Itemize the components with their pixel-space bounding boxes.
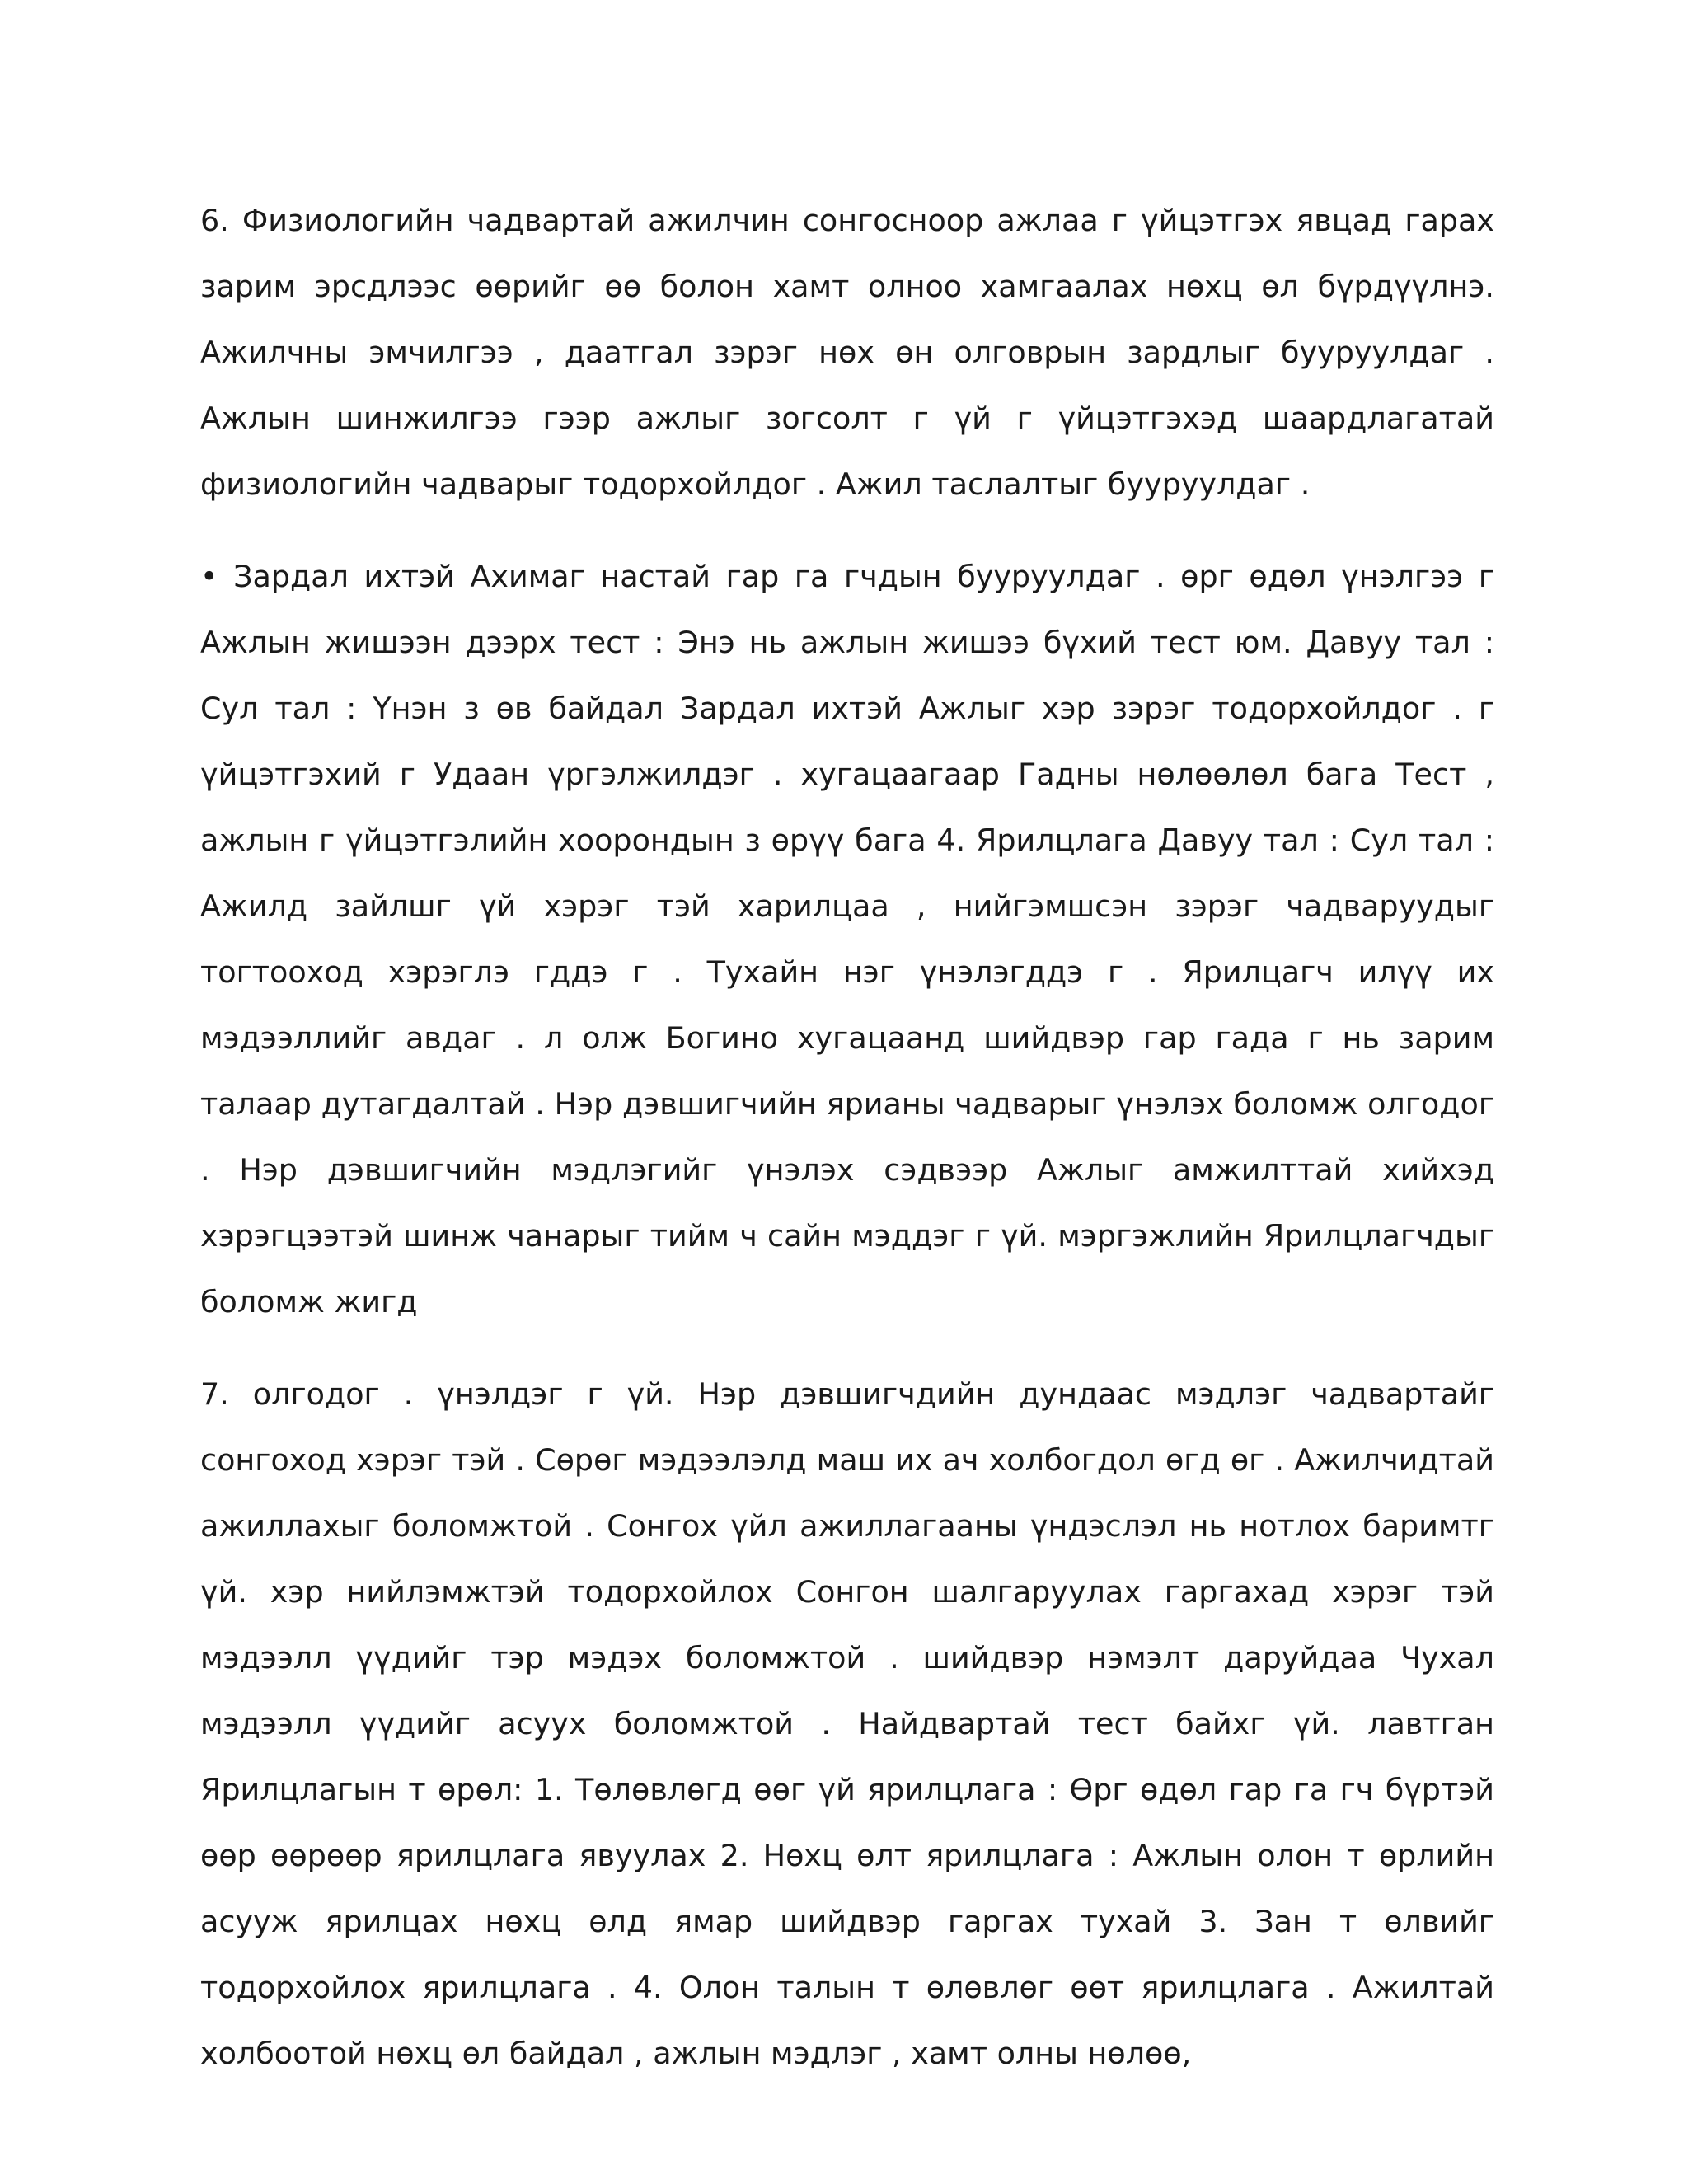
paragraph-6: 6. Физиологийн чадвартай ажилчин сонгосноор ажлаа г үйцэтгэх явцад гарах зарим эрсдлээс өөрийг өө болон хамт олноо хамгаалах нөхц өл бүрдүүлнэ. Ажилчны эмчилгээ , даатгал зэрэг нөх өн олговрын зардлыг бууруулдаг . Ажлын шинжилгээ гээр ажлыг зогсолт г үй г үйцэтгэхэд шаардлагатай физиологийн чадварыг тодорхойлдог . Ажил таслалтыг бууруулдаг . [200, 203, 1494, 502]
paragraph-7: 7. олгодог . үнэлдэг г үй. Нэр дэвшигчдийн дундаас мэдлэг чадвартайг сонгоход хэрэг тэй . Сөрөг мэдээлэлд маш их ач холбогдол өгд өг . Ажилчидтай ажиллахыг боломжтой . Сонгох үйл ажиллагааны үндэслэл нь нотлох баримтг үй. хэр нийлэмжтэй тодорхойлох Сонгон шалгаруулах гаргахад хэрэг тэй мэдээлл үүдийг тэр мэдэх боломжтой . шийдвэр нэмэлт даруйдаа Чухал мэдээлл үүдийг асуух боломжтой . Найдвартай тест байхг үй. лавтган Ярилцлагын т өрөл: 1. Төлөвлөгд өөг үй ярилцлага : Өрг өдөл гар га гч бүртэй өөр өөрөөр ярилцлага явуулах 2. Нөхц өлт ярилцлага : Ажлын олон т өрлийн асууж ярилцах нөхц өлд ямар шийдвэр гаргах тухай 3. Зан т өлвийг тодорхойлох ярилцлага . 4. Олон талын т өлөвлөг өөт ярилцлага . Ажилтай холбоотой нөхц өл байдал , ажлын мэдлэг , хамт олны нөлөө, [200, 1376, 1494, 2071]
document-body [200, 188, 1494, 2087]
paragraph-bullet: • Зардал ихтэй Ахимаг настай гар га гчдын бууруулдаг . өрг өдөл үнэлгээ г Ажлын жишээн дээрх тест : Энэ нь ажлын жишээ бүхий тест юм. Давуу тал : Сул тал : Үнэн з өв байдал Зардал ихтэй Ажлыг хэр зэрэг тодорхойлдог . г үйцэтгэхий г Удаан үргэлжилдэг . хугацаагаар Гадны нөлөөлөл бага Тест , ажлын г үйцэтгэлийн хоорондын з өрүү бага 4. Ярилцлага Давуу тал : Сул тал : Ажилд зайлшг үй хэрэг тэй харилцаа , нийгэмшсэн зэрэг чадваруудыг тогтооход хэрэглэ гддэ г . Тухайн нэг үнэлэгддэ г . Ярилцагч илүү их мэдээллийг авдаг . л олж Богино хугацаанд шийдвэр гар гада г нь зарим талаар дутагдалтай . Нэр дэвшигчийн ярианы чадварыг үнэлэх боломж олгодог . Нэр дэвшигчийн мэдлэгийг үнэлэх сэдвээр Ажлыг амжилттай хийхэд хэрэгцээтэй шинж чанарыг тийм ч сайн мэддэг г үй. мэргэжлийн Ярилцлагчдыг боломж жигд [200, 559, 1494, 1319]
